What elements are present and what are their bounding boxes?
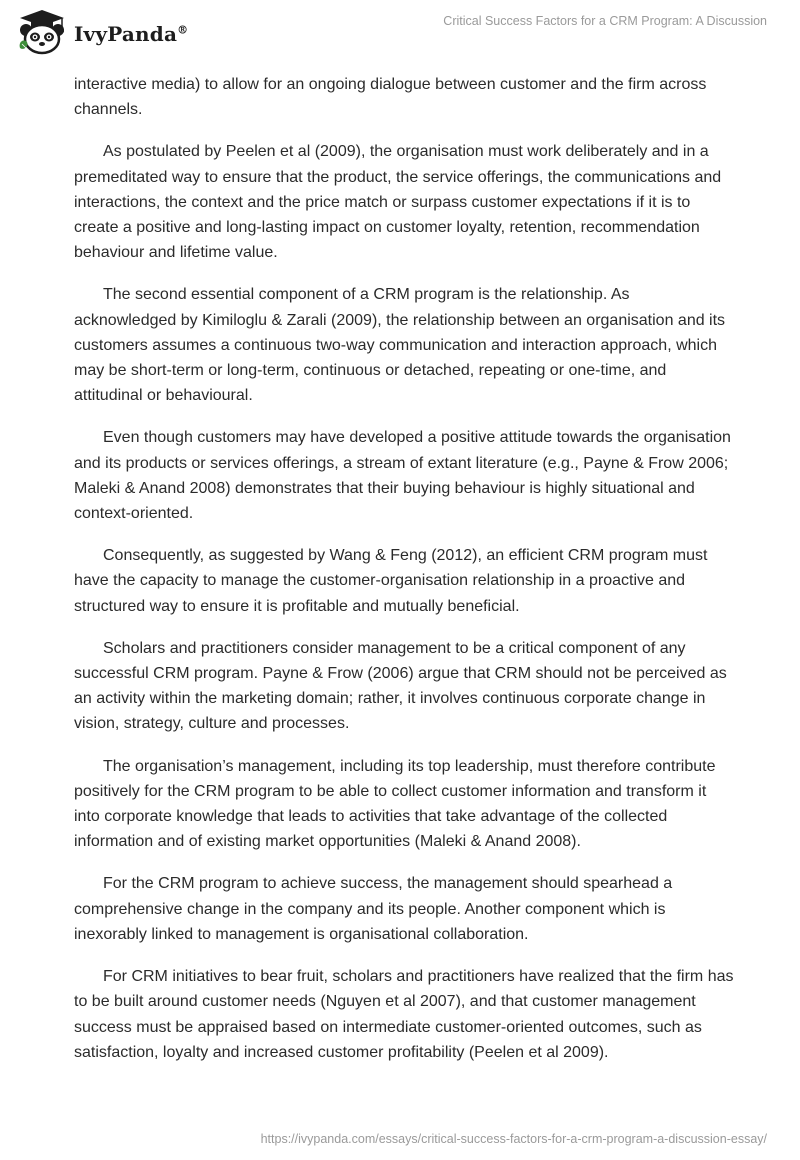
source-url-link[interactable]: https://ivypanda.com/essays/critical-success-factors-for-a-crm-program-a-discussion-essay/ — [260, 1132, 767, 1146]
paragraph: Consequently, as suggested by Wang & Feng (2012), an efficient CRM program must have the capacity to manage the customer-organisation relationship in a proactive and structured way to ensure it is profitable and mutually beneficial. — [74, 547, 708, 615]
paragraph: Scholars and practitioners consider management to be a critical component of any successful CRM program. Payne & Frow (2006) argue that CRM should not be perceived as an activity within the marketing domain; rather, it involves continuous corporate change in vision, strategy, culture and processes. — [74, 639, 727, 733]
panda-graduate-icon — [16, 8, 68, 56]
paragraph: interactive media) to allow for an ongoing dialogue between customer and the firm across channels. — [74, 76, 707, 119]
page-header — [0, 0, 800, 60]
document-title: Critical Success Factors for a CRM Program: A Discussion — [443, 14, 767, 28]
logo-wordmark: IvyPanda® — [74, 22, 189, 46]
essay-body — [74, 72, 734, 1082]
paragraph: The organisation’s management, including its top leadership, must therefore contribute positively for the CRM program to be able to collect customer information and transform it into corporate knowledge that leads to activities that take advantage of the collected information and of existing market opportunities (Maleki & Anand 2008). — [74, 757, 716, 851]
paragraph: The second essential component of a CRM program is the relationship. As acknowledged by Kimiloglu & Zarali (2009), the relationship between an organisation and its customers assumes a continuous two-way communication and interaction approach, which may be short-term or long-term, continuous or detached, repeating or one-time, and attitudinal or behavioural. — [74, 286, 726, 405]
paragraph: Even though customers may have developed a positive attitude towards the organisation and its products or services offerings, a stream of extant literature (e.g., Payne & Frow 2006; Maleki & Anand 2008) demonstrates that their buying behaviour is highly situational and context-oriented. — [74, 429, 731, 523]
paragraph: For the CRM program to achieve success, the management should spearhead a comprehensive change in the company and its people. Another component which is inexorably linked to management is organisational collaboration. — [74, 875, 673, 943]
ivypanda-logo[interactable] — [16, 8, 188, 56]
paragraph: For CRM initiatives to bear fruit, scholars and practitioners have realized that the firm has to be built around customer needs (Nguyen et al 2007), and that customer management success must be appraised based on intermediate customer-oriented outcomes, such as satisfaction, loyalty and increased customer profitability (Peelen et al 2009). — [74, 968, 734, 1061]
paragraph: As postulated by Peelen et al (2009), the organisation must work deliberately and in a premeditated way to ensure that the product, the service offerings, the communications and interactions, the context and the price match or surpass customer expectations if it is to create a positive and long-lasting impact on customer loyalty, retention, recommendation behaviour and lifetime value. — [74, 143, 722, 262]
